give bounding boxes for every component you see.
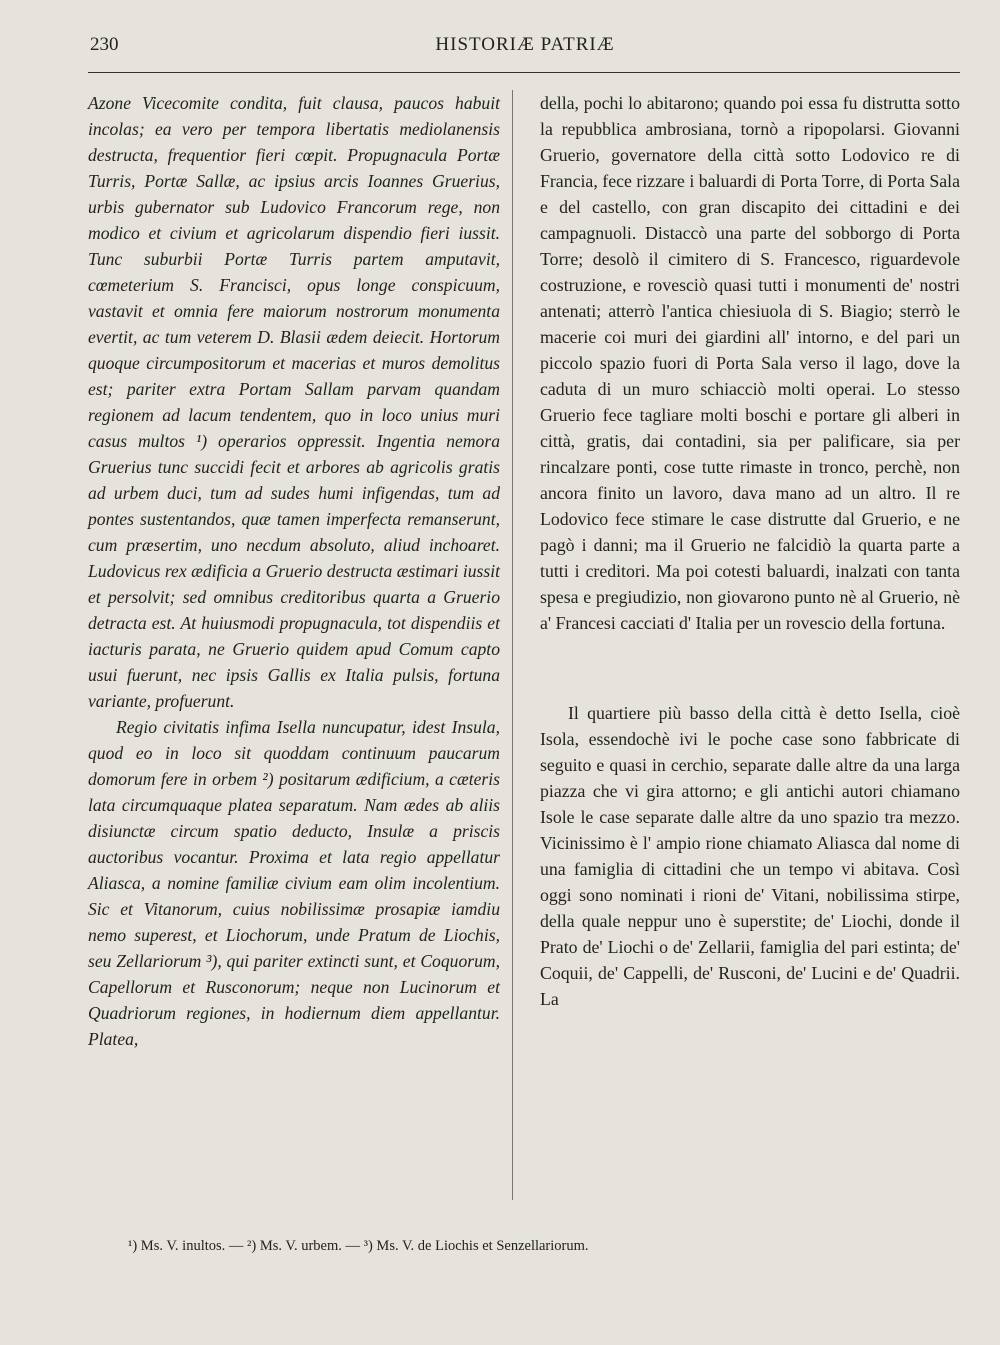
column-divider	[512, 90, 513, 1200]
running-title: HISTORIÆ PATRIÆ	[435, 34, 615, 55]
latin-paragraph-1: Azone Vicecomite condita, fuit clausa, paucos habuit incolas; ea vero per tempora libertatis mediolanensis destructa, frequentior fieri cœpit. Propugnacula Portæ Turris, Portæ Sallæ, ac ipsius arcis Ioannes Gruerius, urbis gubernator sub Ludovico Francorum rege, non modico et civium et agricolarum dispendio fieri iussit. Tunc suburbii Portæ Turris partem amputavit, cœmeterium S. Francisci, opus longe conspicuum, vastavit et omnia fere maiorum nostrorum monumenta evertit, ac tum veterem D. Blasii ædem deiecit. Hortorum quoque circumpositorum et macerias et muros demolitus est; pariter extra Portam Sallam parvam quandam regionem ad lacum tendentem, quo in loco unius muri casus multos ¹) operarios oppressit. Ingentia nemora Gruerius tunc succidi fecit et arbores ab agricolis gratis ad urbem duci, tum ad sudes humi infigendas, tum ad pontes sustentandos, quæ tamen imperfecta remanserunt, cum præsertim, uno necdum absoluto, aliud inchoaret. Ludovicus rex ædificia a Gruerio destructa æstimari iussit et persolvit; sed omnibus creditoribus quarta a Gruerio detracta est. At huiusmodi propugnacula, tot dispendiis et iacturis parata, ne Gruerio quidem apud Comum capto usui fuerunt, nec ipsis Gallis ex Italia pulsis, fortuna variante, profuerunt.	[88, 93, 500, 711]
page-number: 230	[90, 34, 119, 55]
footnotes: ¹) Ms. V. inultos. — ²) Ms. V. urbem. — ³) Ms. V. de Liochis et Senzellariorum.	[128, 1238, 589, 1254]
header-rule	[88, 72, 960, 73]
italian-column	[540, 90, 960, 1210]
latin-column	[88, 90, 500, 1210]
latin-paragraph-2: Regio civitatis infima Isella nuncupatur, idest Insula, quod eo in loco sit quoddam continuum paucarum domorum fere in orbem ²) positarum ædificium, a cæteris lata circumquaque platea separatum. Nam ædes ab aliis disiunctæ circum spatio deducto, Insulæ a priscis auctoribus vocantur. Proxima et lata regio appellatur Aliasca, a nomine familiæ civium eam olim incolentium. Sic et Vitanorum, cuius nobilissimæ prosapiæ iamdiu nemo superest, et Liochorum, unde Pratum de Liochis, seu Zellariorum ³), qui pariter extincti sunt, et Coquorum, Capellorum et Rusconorum; neque non Lucinorum et Quadriorum regiones, in hodiernum diem appellantur. Platea,	[88, 717, 500, 1049]
italian-paragraph-1: della, pochi lo abitarono; quando poi essa fu distrutta sotto la repubblica ambrosiana, tornò a ripopolarsi. Giovanni Gruerio, governatore della città sotto Lodovico re di Francia, fece rizzare i baluardi di Porta Torre, di Porta Sala e del castello, con gran discapito dei cittadini e dei campagnuoli. Distaccò una parte del sobborgo di Porta Torre; desolò il cimitero di S. Francesco, riguardevole costruzione, e rovesciò quasi tutti i monumenti de' nostri antenati; atterrò l'antica chiesiuola di S. Biagio; sterrò le macerie coi muri dei giardini all' intorno, e del pari un piccolo spazio fuori di Porta Sala verso il lago, dove la caduta di un muro schiacciò molti operai. Lo stesso Gruerio fece tagliare molti boschi e portare gli alberi in città, gratis, dai contadini, sia per palificare, sia per rincalzare ponti, cose tutte rimaste in tronco, perchè, non ancora finito un lavoro, dava mano ad un altro. Il re Lodovico fece stimare le case distrutte dal Gruerio, e ne pagò i danni; ma il Gruerio ne falcidiò la quarta parte a tutti i creditori. Ma poi cotesti baluardi, inalzati con tanta spesa e pregiudizio, non giovarono punto nè al Gruerio, nè a' Francesi cacciati d' Italia per un rovescio della fortuna.	[540, 93, 960, 633]
italian-paragraph-2: Il quartiere più basso della città è detto Isella, cioè Isola, essendochè ivi le poche case sono fabbricate di seguito e quasi in cerchio, separate dalle altre da una larga piazza che vi gira attorno; e gli antichi autori chiamano Isole le case separate dalle altre da uno spazio tra mezzo. Vicinissimo è l' ampio rione chiamato Aliasca dal nome di una famiglia di cittadini che un tempo vi abitava. Così oggi sono nominati i rioni de' Vitani, nobilissima stirpe, della quale neppur uno è superstite; de' Liochi, donde il Prato de' Liochi o de' Zellarii, famiglia del pari estinta; de' Coquii, de' Cappelli, de' Rusconi, de' Lucini e de' Quadrii. La	[540, 703, 960, 1009]
page-header	[90, 30, 960, 66]
